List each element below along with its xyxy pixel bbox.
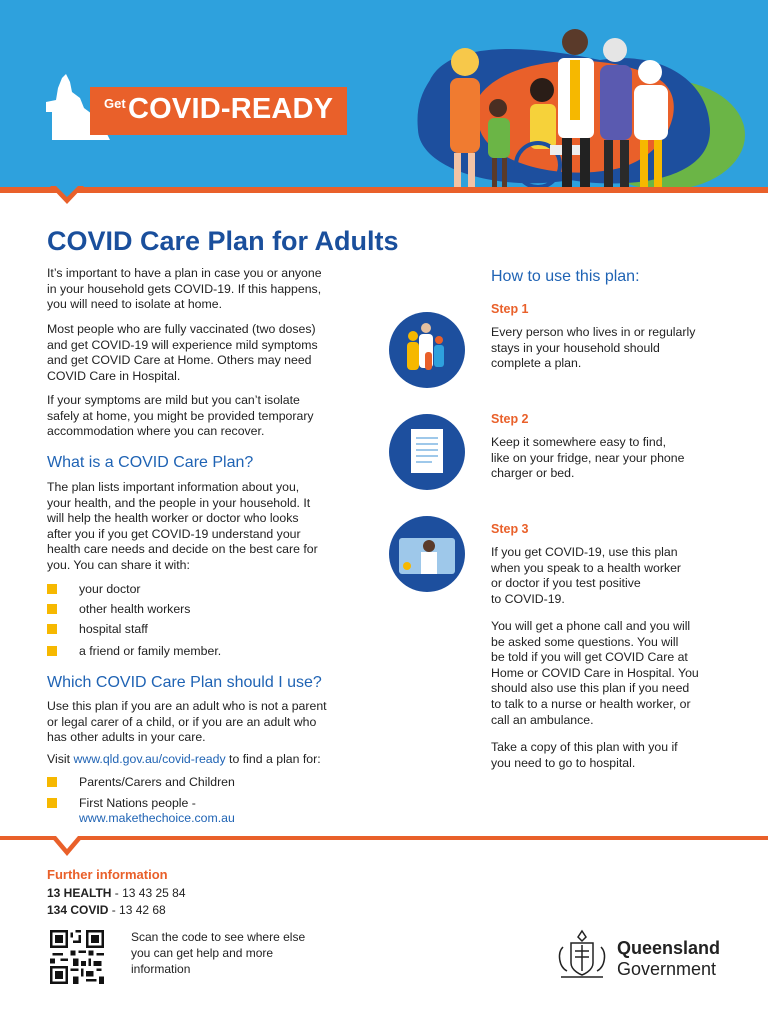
page-title: COVID Care Plan for Adults (47, 226, 399, 256)
share-with-list (47, 582, 221, 660)
covid-ready-link[interactable]: www.qld.gov.au/covid-ready (73, 752, 226, 766)
list-item: your doctor (47, 582, 221, 598)
government-subtitle: Government (617, 959, 717, 979)
government-name: Queensland (617, 938, 721, 958)
list-item: other health workers (47, 602, 221, 618)
qr-code[interactable] (50, 930, 104, 984)
list-item: a friend or family member. (47, 644, 221, 660)
list-item: hospital staff (47, 622, 221, 638)
step1-text: Every person who lives in or regularly stays in your household should complete a plan. (491, 325, 696, 371)
step3-paragraph-3: Take a copy of this plan with you if you need to go to hospital. (491, 740, 678, 770)
bullet-square-icon (47, 604, 57, 614)
intro-paragraph-1: It’s important to have a plan in case you or anyone in your household gets COVID-19. If this happens, you will need to isolate at home. (47, 266, 322, 312)
what-is-heading: What is a COVID Care Plan? (47, 454, 254, 471)
intro-paragraph-2: Most people who are fully vaccinated (two doses) and get COVID-19 will experience mild symptoms and get COVID Care at Home. Others may need COVID Care in Hospital. (47, 322, 318, 383)
plans-list (47, 775, 235, 827)
step2-document-icon (389, 414, 465, 490)
intro-paragraph-3: If your symptoms are mild but you can’t isolate safely at home, you might be provided temporary accommodation where you can recover. (47, 393, 314, 439)
banner-get-label: Get (104, 96, 126, 111)
bullet-square-icon (47, 584, 57, 594)
which-plan-body: Use this plan if you are an adult who is not a parent or legal carer of a child, or if you are an adult who has other adults in your care. (47, 699, 327, 745)
list-item: First Nations people - www.makethechoice.com.au (47, 796, 235, 827)
covid-hotline: 134 COVID - 13 42 68 (47, 903, 166, 917)
step1-family-icon (389, 312, 465, 388)
visit-line: Visit www.qld.gov.au/covid-ready to find a plan for: (47, 752, 321, 766)
which-plan-heading: Which COVID Care Plan should I use? (47, 674, 322, 691)
header-notch (50, 186, 84, 206)
health-hotline: 13 HEALTH - 13 43 25 84 (47, 886, 186, 900)
list-item: Parents/Carers and Children (47, 775, 235, 791)
step1-label: Step 1 (491, 302, 529, 316)
bullet-square-icon (47, 646, 57, 656)
step2-label: Step 2 (491, 412, 529, 426)
step3-label: Step 3 (491, 522, 529, 536)
header-divider (0, 187, 768, 193)
bullet-square-icon (47, 624, 57, 634)
covid-ready-banner (90, 87, 347, 135)
queensland-crest-logo (553, 927, 611, 983)
further-information-title: Further information (47, 867, 168, 882)
step3-paragraph-2: You will get a phone call and you will be asked some questions. You will be told if you will get COVID Care at Home or COVID Care in Hospital. You should also use this plan if you need to talk to a nurse or health worker, or call an ambulance. (491, 619, 699, 727)
how-to-heading: How to use this plan: (491, 268, 640, 285)
footer-notch (50, 836, 84, 858)
bullet-square-icon (47, 798, 57, 808)
makethechoice-link[interactable]: www.makethechoice.com.au (79, 811, 235, 826)
banner-title: COVID-READY (128, 93, 334, 125)
bullet-square-icon (47, 777, 57, 787)
footer-divider (0, 836, 768, 840)
step3-text: If you get COVID-19, use this plan when you speak to a health worker or doctor if you test positive to COVID-19. (491, 545, 682, 606)
scan-instructions: Scan the code to see where else you can get help and more information (131, 930, 306, 976)
step3-doctor-call-icon (389, 516, 465, 592)
step2-text: Keep it somewhere easy to find, like on your fridge, near your phone charger or bed. (491, 435, 685, 481)
what-is-body: The plan lists important information about you, your health, and the people in your household. It will help the health worker or doctor who looks after you if you get COVID-19 understand your health care needs and decide on the best care for you. You can share it with: (47, 480, 318, 572)
people-illustration (410, 20, 750, 195)
